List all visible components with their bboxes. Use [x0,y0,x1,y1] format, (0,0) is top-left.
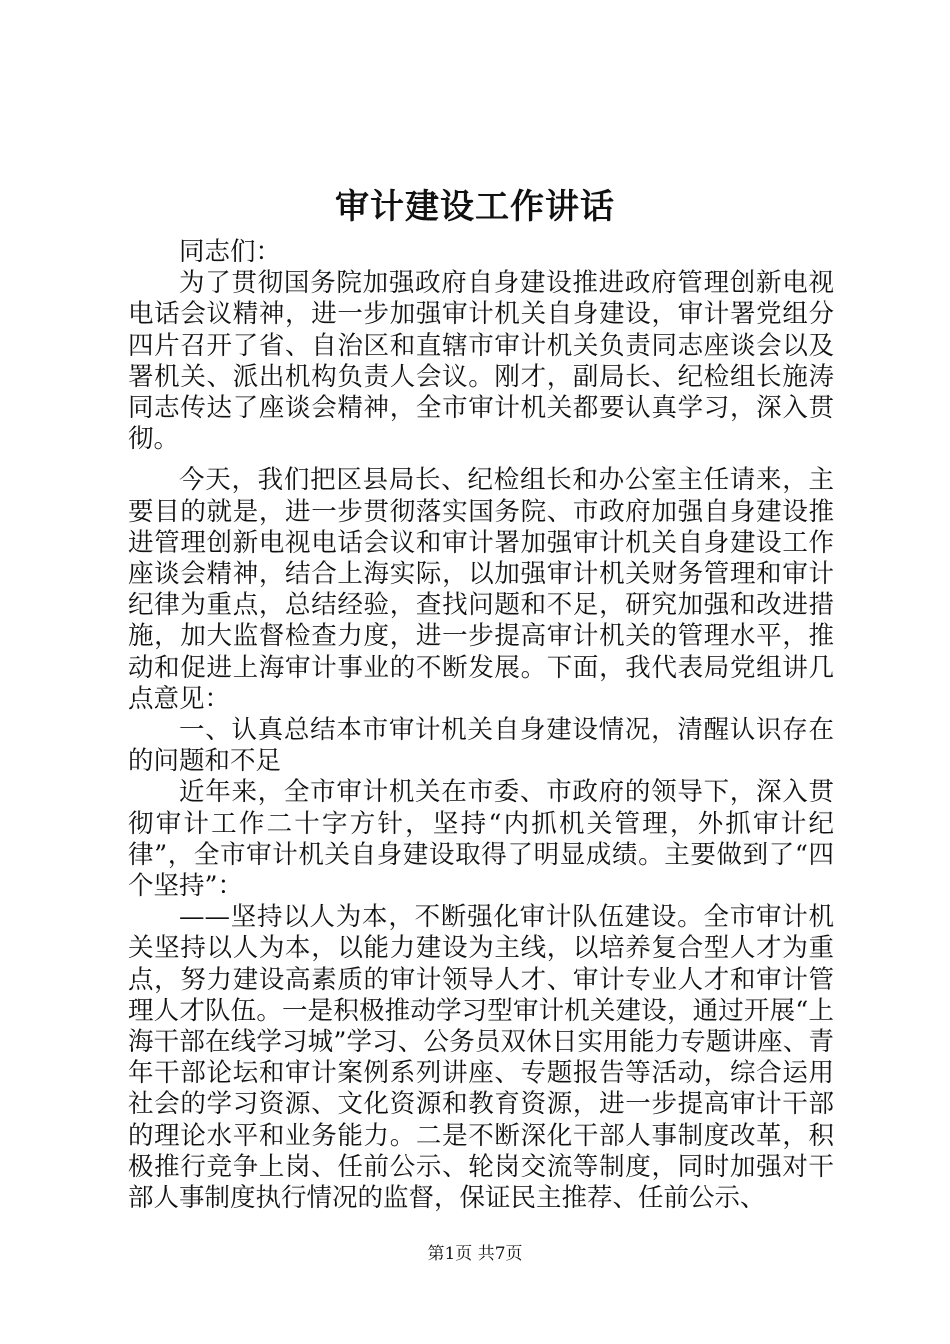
page-footer [0,1242,950,1266]
body-paragraph-1: 为了贯彻国务院加强政府自身建设推进政府管理创新电视电话会议精神，进一步加强审计机关自身建设，审计署党组分四片召开了省、自治区和直辖市审计机关负责同志座谈会以及署机关、派出机构负责人会议。刚才，副局长、纪检组长施涛同志传达了座谈会精神，全市审计机关都要认真学习，深入贯彻。 [128,268,834,455]
document-title: 审计建设工作讲话 [335,187,615,227]
body-paragraph-3: 近年来，全市审计机关在市委、市政府的领导下，深入贯彻审计工作二十字方针，坚持“内抓机关管理，外抓审计纪律”，全市审计机关自身建设取得了明显成绩。主要做到了“四个坚持”： [128,777,834,902]
document-body [128,237,834,1214]
page-number-label: 第1页 共7页 [427,1244,523,1264]
section-heading-1: 一、认真总结本市审计机关自身建设情况，清醒认识存在的问题和不足 [128,715,834,777]
body-paragraph-4: ——坚持以人为本，不断强化审计队伍建设。全市审计机关坚持以人为本，以能力建设为主线，以培养复合型人才为重点，努力建设高素质的审计领导人才、审计专业人才和审计管理人才队伍。一是积极推动学习型审计机关建设，通过开展“上海干部在线学习城”学习、公务员双休日实用能力专题讲座、青年干部论坛和审计案例系列讲座、专题报告等活动，综合运用社会的学习资源、文化资源和教育资源，进一步提高审计干部的理论水平和业务能力。二是不断深化干部人事制度改革，积极推行竞争上岗、任前公示、轮岗交流等制度，同时加强对干部人事制度执行情况的监督，保证民主推荐、任前公示、 [128,902,834,1214]
salutation-paragraph: 同志们： [179,237,282,267]
body-paragraph-2: 今天，我们把区县局长、纪检组长和办公室主任请来，主要目的就是，进一步贯彻落实国务院、市政府加强自身建设推进管理创新电视电话会议和审计署加强审计机关自身建设工作座谈会精神，结合上海实际，以加强审计机关财务管理和审计纪律为重点，总结经验，查找问题和不足，研究加强和改进措施，加大监督检查力度，进一步提高审计机关的管理水平，推动和促进上海审计事业的不断发展。下面，我代表局党组讲几点意见： [128,465,834,714]
